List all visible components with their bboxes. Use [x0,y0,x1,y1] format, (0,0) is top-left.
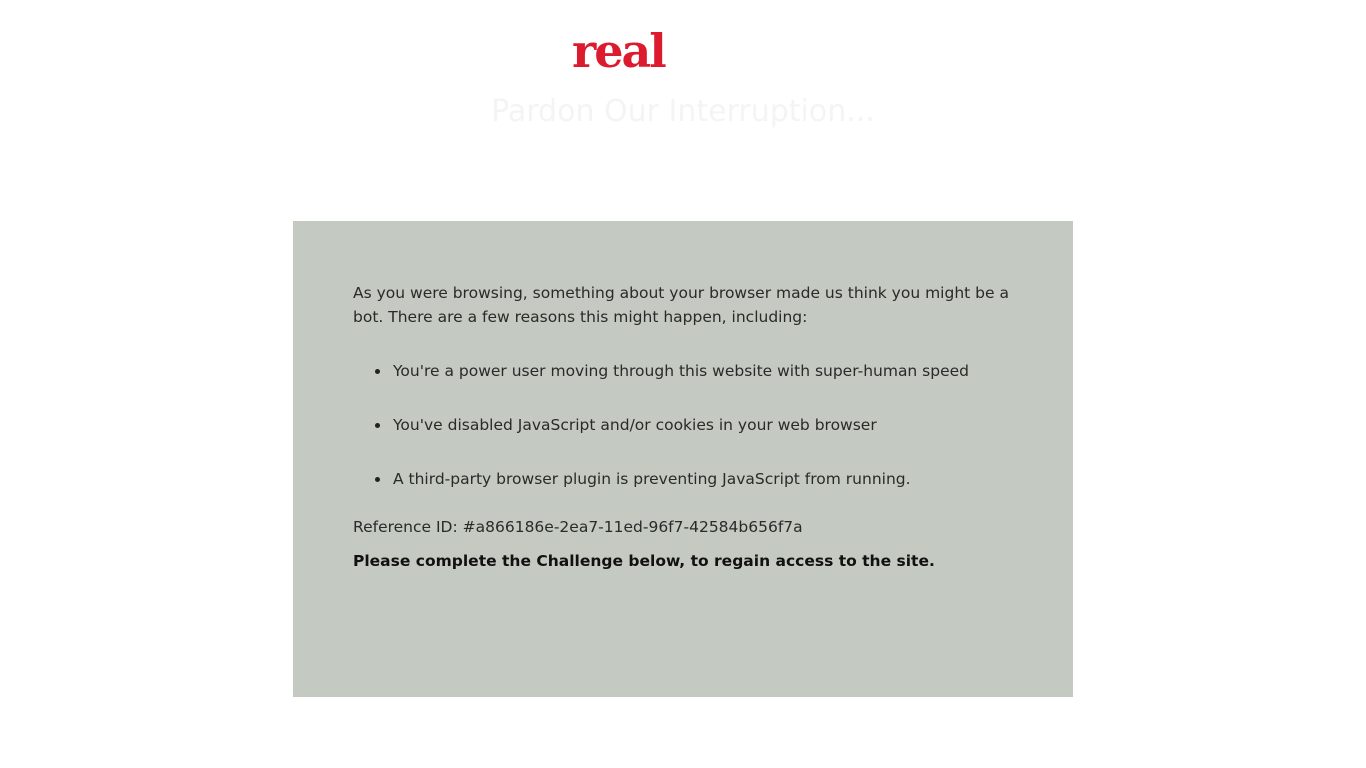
reasons-list [353,359,1013,491]
reference-id: Reference ID: #a866186e-2ea7-11ed-96f7-42584b656f7a [353,518,803,536]
reason-text: You've disabled JavaScript and/or cookies in your web browser [393,416,877,434]
list-item [353,359,1013,383]
reason-text: You're a power user moving through this website with super-human speed [393,362,970,380]
intro-text: As you were browsing, something about your browser made us think you might be a bot. There are a few reasons this might happen, including: [353,284,1009,326]
page-title: Pardon Our Interruption... [491,94,875,129]
list-item [353,413,1013,437]
brand-logo[interactable]: real [572,24,665,78]
bullet-icon [375,477,380,482]
panel-content [353,281,1013,573]
reason-text: A third-party browser plugin is preventing JavaScript from running. [393,470,911,488]
bot-check-panel [293,221,1073,697]
bullet-icon [375,369,380,374]
bullet-icon [375,423,380,428]
list-item [353,467,1013,491]
challenge-instruction: Please complete the Challenge below, to regain access to the site. [353,552,935,570]
